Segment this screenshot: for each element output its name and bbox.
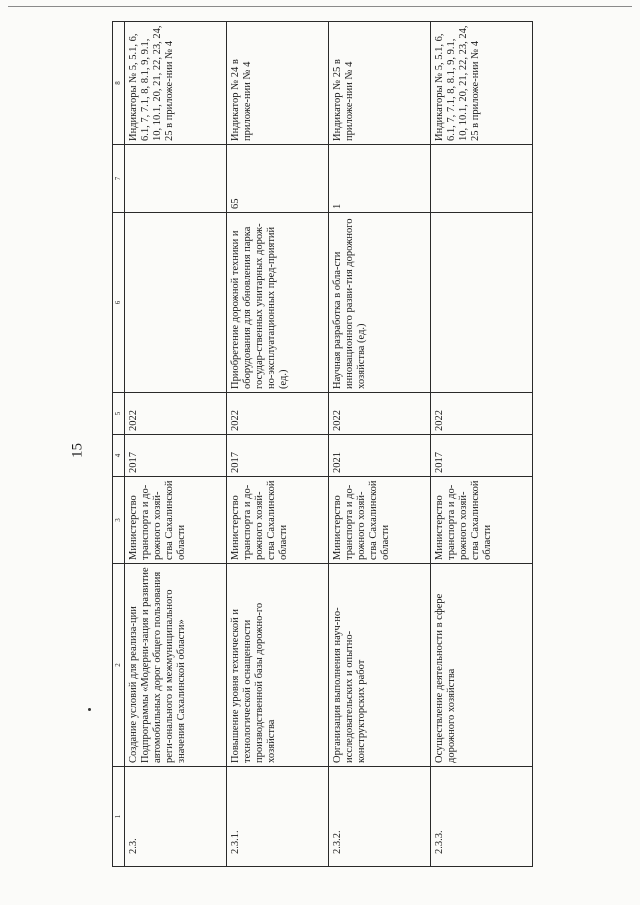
executor: Министерство транспорта и до-рожного хозяй-ства Сахалинской области	[329, 477, 431, 564]
end-year: 2022	[125, 393, 227, 435]
col-number: 7	[113, 145, 125, 213]
measure-name: Осуществление деятельности в сфере дорожного хозяйства	[431, 564, 533, 767]
col-number: 6	[113, 213, 125, 393]
rotated-table-content	[112, 22, 532, 867]
measure-name: Организация выполнения науч-но-исследовательских и опытно-конструкторских работ	[329, 564, 431, 767]
table-row	[329, 22, 431, 867]
start-year: 2017	[125, 435, 227, 477]
page-number: 15	[69, 443, 86, 458]
expected-result: Научная разработка в обла-сти инновационного разви-тия дорожного хозяйства (ед.)	[329, 213, 431, 393]
indicators: Индикатор № 25 в приложе-нии № 4	[329, 22, 431, 145]
column-number-row	[113, 22, 125, 867]
row-number: 2.3.2.	[329, 767, 431, 867]
indicators: Индикаторы № 5, 5.1, 6, 6.1, 7, 7.1, 8, 8.1, 9, 9.1, 10, 10.1, 20, 21, 22, 23, 24, 25 в приложе-нии № 4	[431, 22, 533, 145]
row-number: 2.3.3.	[431, 767, 533, 867]
result-value	[431, 145, 533, 213]
expected-result: Приобретение дорожной техники и оборудования для обновления парка государ-ственных унитарных дорож-но-эксплуатационных пред-приятий (ед.)	[227, 213, 329, 393]
start-year: 2017	[227, 435, 329, 477]
indicators: Индикаторы № 5, 5.1, 6, 6.1, 7, 7.1, 8, 8.1, 9, 9.1, 10, 10.1, 20, 21, 22, 23, 24, 25 в приложе-нии № 4	[125, 22, 227, 145]
indicators: Индикатор № 24 в приложе-нии № 4	[227, 22, 329, 145]
executor: Министерство транспорта и до-рожного хозяй-ства Сахалинской области	[125, 477, 227, 564]
start-year: 2021	[329, 435, 431, 477]
program-measures-table	[112, 21, 533, 867]
table-row	[431, 22, 533, 867]
col-number: 8	[113, 22, 125, 145]
col-number: 4	[113, 435, 125, 477]
executor: Министерство транспорта и до-рожного хозяй-ства Сахалинской области	[431, 477, 533, 564]
expected-result	[125, 213, 227, 393]
executor: Министерство транспорта и до-рожного хозяй-ства Сахалинской области	[227, 477, 329, 564]
expected-result	[431, 213, 533, 393]
col-number: 2	[113, 564, 125, 767]
result-value: 65	[227, 145, 329, 213]
end-year: 2022	[329, 393, 431, 435]
top-rule	[8, 6, 632, 7]
row-number: 2.3.	[125, 767, 227, 867]
result-value: 1	[329, 145, 431, 213]
scan-speck	[88, 708, 91, 711]
col-number: 5	[113, 393, 125, 435]
col-number: 1	[113, 767, 125, 867]
measure-name: Повышение уровня технической и технологической оснащенности производственной базы дорожно-го хозяйства	[227, 564, 329, 767]
table-row	[227, 22, 329, 867]
col-number: 3	[113, 477, 125, 564]
start-year: 2017	[431, 435, 533, 477]
table-row	[125, 22, 227, 867]
rotated-table-frame	[112, 22, 532, 867]
result-value	[125, 145, 227, 213]
end-year: 2022	[431, 393, 533, 435]
end-year: 2022	[227, 393, 329, 435]
row-number: 2.3.1.	[227, 767, 329, 867]
measure-name: Создание условий для реализа-ции Подпрограммы «Модерни-зация и развитие автомобильных дорог общего пользования реги-онального и межмуниципального значения Сахалинской области»	[125, 564, 227, 767]
